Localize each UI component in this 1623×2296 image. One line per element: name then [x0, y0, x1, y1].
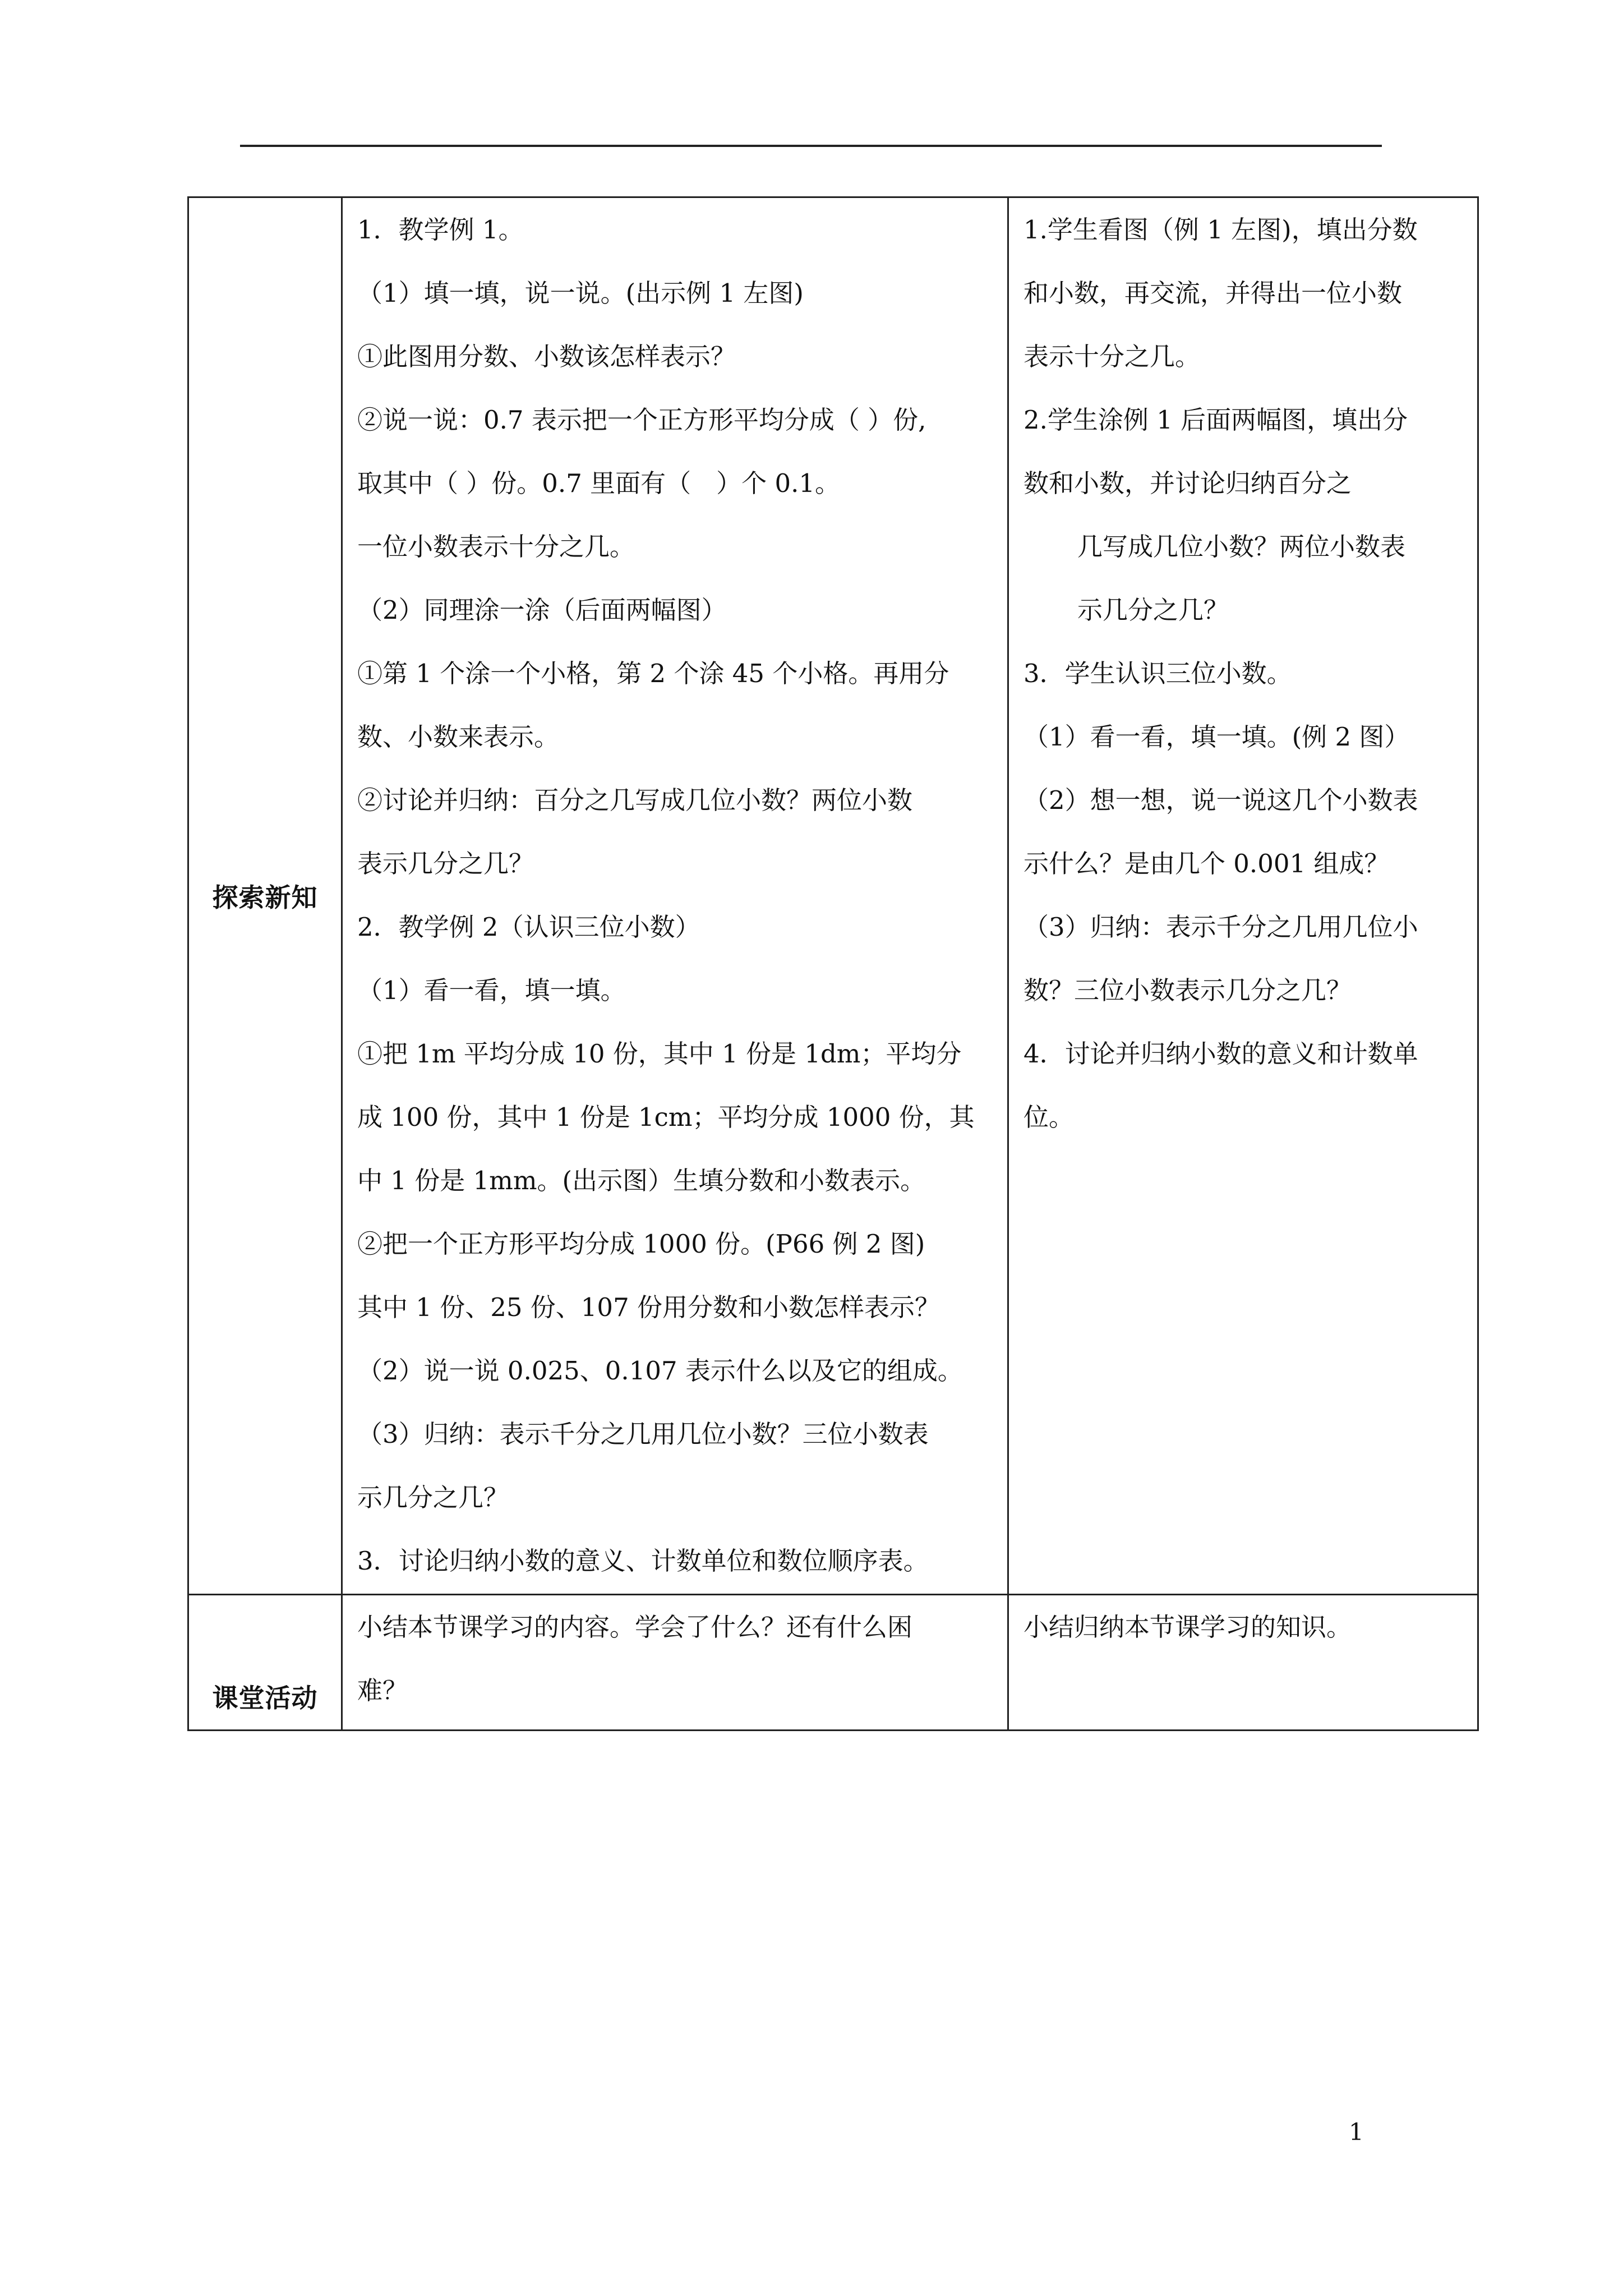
table-row-explore [188, 197, 1478, 1595]
row-label-explore: 探索新知 [212, 882, 318, 913]
text-line: 小结本节课学习的内容。学会了什么？还有什么困 [357, 1612, 913, 1642]
text-line: 表示十分之几。 [1023, 342, 1201, 371]
teacher-activity-text [343, 1595, 1007, 1722]
text-line: 示什么？是由几个 0.001 组成？ [1023, 849, 1390, 878]
text-line: 取其中（ ）份。0.7 里面有（ ）个 0.1。 [357, 468, 841, 498]
text-line: ①第 1 个涂一个小格，第 2 个涂 45 个小格。再用分 [357, 659, 949, 688]
text-line: （1）看一看，填一填。(例 2 图） [1023, 722, 1410, 752]
text-line: 和小数，再交流，并得出一位小数 [1023, 278, 1403, 308]
text-line: （1）填一填，说一说。(出示例 1 左图) [357, 278, 804, 308]
text-line: 2.学生涂例 1 后面两幅图，填出分 [1023, 405, 1408, 435]
lesson-plan-table [187, 196, 1479, 1731]
text-line: ②讨论并归纳：百分之几写成几位小数？两位小数 [357, 785, 913, 815]
text-line: 3．讨论归纳小数的意义、计数单位和数位顺序表。 [357, 1546, 929, 1576]
text-line: 几写成几位小数？两位小数表 [1077, 532, 1406, 562]
text-line: （2）同理涂一涂（后面两幅图） [357, 595, 727, 625]
row-label-cell [188, 1595, 342, 1731]
text-line: 数、小数来表示。 [357, 722, 560, 752]
teacher-activity-cell [342, 1595, 1008, 1731]
row-label-cell [188, 197, 342, 1595]
student-activity-text [1009, 198, 1477, 1149]
teacher-activity-text [343, 198, 1007, 1593]
text-line: （1）看一看，填一填。 [357, 976, 626, 1005]
text-line: 示几分之几？ [357, 1483, 509, 1512]
student-activity-cell [1008, 197, 1478, 1595]
text-line: 示几分之几？ [1077, 595, 1229, 625]
table-row-summary [188, 1595, 1478, 1731]
text-line: 数？三位小数表示几分之几？ [1023, 976, 1352, 1005]
text-line: 中 1 份是 1mm。(出示图）生填分数和小数表示。 [357, 1166, 926, 1195]
text-line: （2）想一想，说一说这几个小数表 [1023, 785, 1418, 815]
text-line: ①把 1m 平均分成 10 份，其中 1 份是 1dm；平均分 [357, 1039, 962, 1069]
student-activity-cell [1008, 1595, 1478, 1731]
text-line: ①此图用分数、小数该怎样表示？ [357, 342, 736, 371]
text-line: 表示几分之几？ [357, 849, 534, 878]
header-rule [240, 145, 1382, 147]
text-line: 其中 1 份、25 份、107 份用分数和小数怎样表示？ [357, 1292, 940, 1322]
text-line: 成 100 份，其中 1 份是 1cm；平均分成 1000 份，其 [357, 1102, 975, 1132]
row-label-summary: 课堂活动 [212, 1683, 318, 1713]
text-line: 4．讨论并归纳小数的意义和计数单 [1023, 1039, 1418, 1069]
text-line: ②把一个正方形平均分成 1000 份。(P66 例 2 图) [357, 1229, 925, 1259]
teacher-activity-cell [342, 197, 1008, 1595]
text-line: ②说一说：0.7 表示把一个正方形平均分成（ ）份, [357, 405, 926, 435]
text-line: 位。 [1023, 1102, 1075, 1132]
page-number: 1 [1349, 2118, 1364, 2146]
text-line: 2．教学例 2（认识三位小数） [357, 912, 700, 942]
text-line: （3）归纳：表示千分之几用几位小数？三位小数表 [357, 1419, 929, 1449]
text-line: 3．学生认识三位小数。 [1023, 659, 1292, 688]
text-line: （2）说一说 0.025、0.107 表示什么以及它的组成。 [357, 1356, 963, 1386]
student-activity-text [1009, 1595, 1477, 1659]
text-line: 1．教学例 1。 [357, 215, 524, 245]
text-line: 数和小数，并讨论归纳百分之 [1023, 468, 1352, 498]
text-line: 一位小数表示十分之几。 [357, 532, 635, 562]
text-line: （3）归纳：表示千分之几用几位小 [1023, 912, 1418, 942]
text-line: 难？ [357, 1676, 408, 1705]
text-line: 1.学生看图（例 1 左图)，填出分数 [1023, 215, 1418, 245]
text-line: 小结归纳本节课学习的知识。 [1023, 1612, 1352, 1642]
